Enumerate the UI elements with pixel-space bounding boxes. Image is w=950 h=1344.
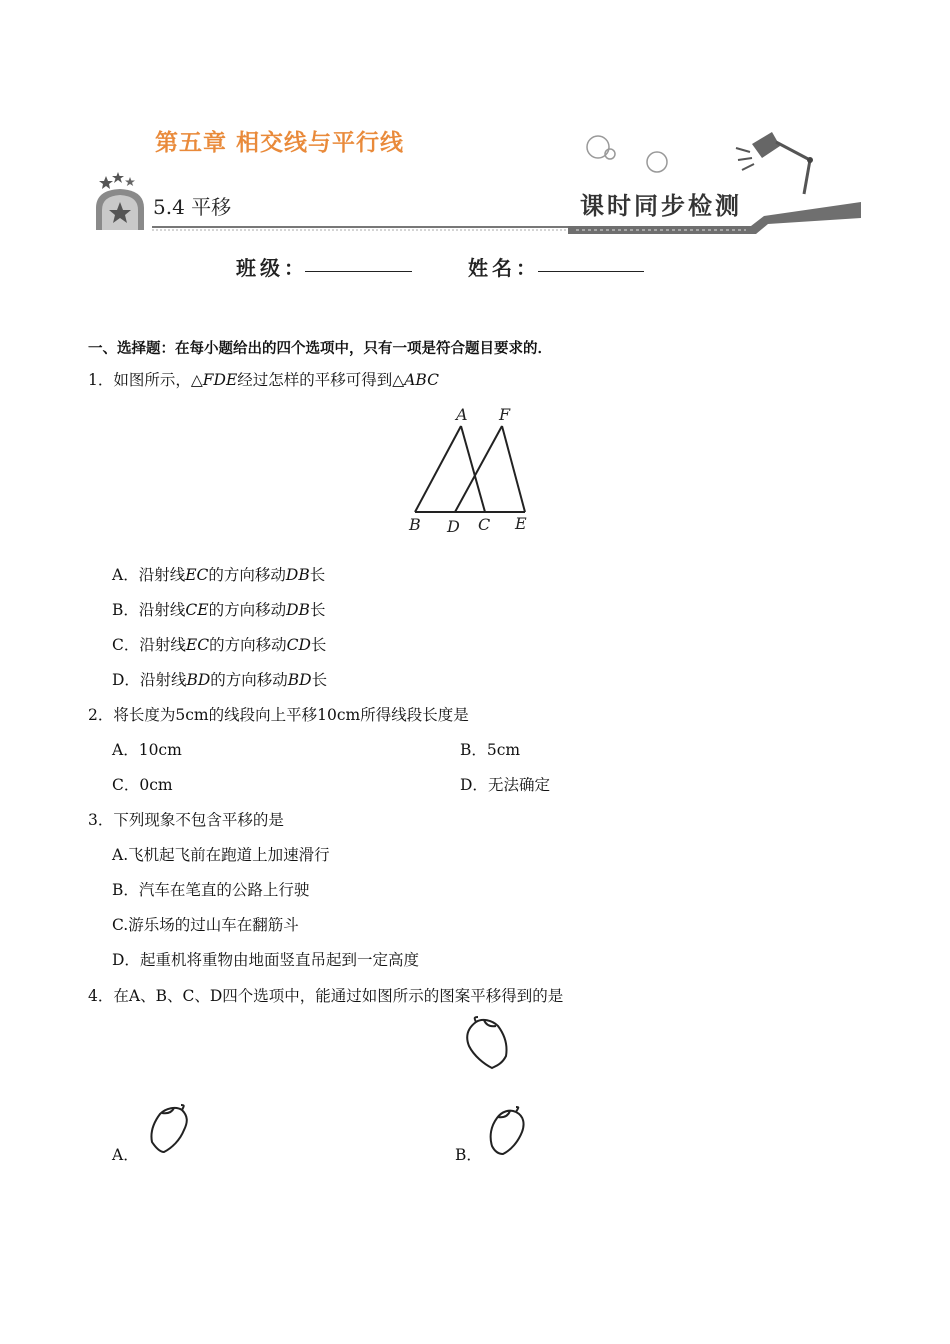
chapter-title: 第五章 相交线与平行线 xyxy=(155,130,405,156)
question-2: 2．将长度为5cm的线段向上平移10cm所得线段长度是 xyxy=(88,706,469,724)
q1-option-b[interactable]: B．沿射线CE的方向移动DB长 xyxy=(112,601,326,619)
q2-option-d[interactable]: D．无法确定 xyxy=(460,776,550,794)
q2-option-b[interactable]: B．5cm xyxy=(460,741,521,759)
q3-option-d[interactable]: D．起重机将重物由地面竖直吊起到一定高度 xyxy=(112,951,419,969)
question-4: 4．在A、B、C、D四个选项中，能通过如图所示的图案平移得到的是 xyxy=(88,987,564,1005)
header-bar xyxy=(96,192,861,236)
label-B: B xyxy=(409,515,421,534)
leaf-option-a-icon[interactable] xyxy=(148,1104,192,1154)
desk-lamp-icon xyxy=(728,128,848,198)
q2-option-a[interactable]: A．10cm xyxy=(112,741,182,759)
question-number: 4． xyxy=(88,987,114,1005)
question-number: 3． xyxy=(88,811,114,829)
q1-option-a[interactable]: A．沿射线EC的方向移动DB长 xyxy=(112,566,326,584)
question-3: 3．下列现象不包含平移的是 xyxy=(88,811,284,829)
q2-option-c[interactable]: C．0cm xyxy=(112,776,173,794)
q1-option-c[interactable]: C．沿射线EC的方向移动CD长 xyxy=(112,636,327,654)
class-field[interactable] xyxy=(305,271,412,272)
label-C: C xyxy=(478,515,491,534)
name-field[interactable] xyxy=(538,271,644,272)
label-E: E xyxy=(515,514,527,533)
label-D: D xyxy=(447,517,460,536)
q1-option-d[interactable]: D．沿射线BD的方向移动BD长 xyxy=(112,671,328,689)
leaf-reference-icon xyxy=(462,1016,514,1070)
banner-text: 课时同步检测 xyxy=(580,191,742,220)
leaf-option-b-icon[interactable] xyxy=(486,1106,530,1156)
q4-option-b[interactable]: B． xyxy=(455,1146,482,1164)
q4-option-a[interactable]: A． xyxy=(112,1146,139,1164)
question-number: 1． xyxy=(88,371,114,389)
q3-option-a[interactable]: A.飞机起飞前在跑道上加速滑行 xyxy=(112,846,330,864)
bubbles-decoration xyxy=(580,130,680,180)
q3-option-c[interactable]: C.游乐场的过山车在翻筋斗 xyxy=(112,916,299,934)
section-heading: 一、选择题：在每小题给出的四个选项中，只有一项是符合题目要求的． xyxy=(88,341,552,357)
section-title: 5.4 平移 xyxy=(153,195,232,219)
triangle-figure xyxy=(405,402,535,537)
label-F: F xyxy=(499,405,511,424)
class-label: 班级： xyxy=(236,256,308,280)
q3-option-b[interactable]: B．汽车在笔直的公路上行驶 xyxy=(112,881,310,899)
name-label: 姓名： xyxy=(468,256,540,280)
question-number: 2． xyxy=(88,706,114,724)
question-1: 1．如图所示，△FDE经过怎样的平移可得到△ABC xyxy=(88,371,439,389)
label-A: A xyxy=(456,405,468,424)
